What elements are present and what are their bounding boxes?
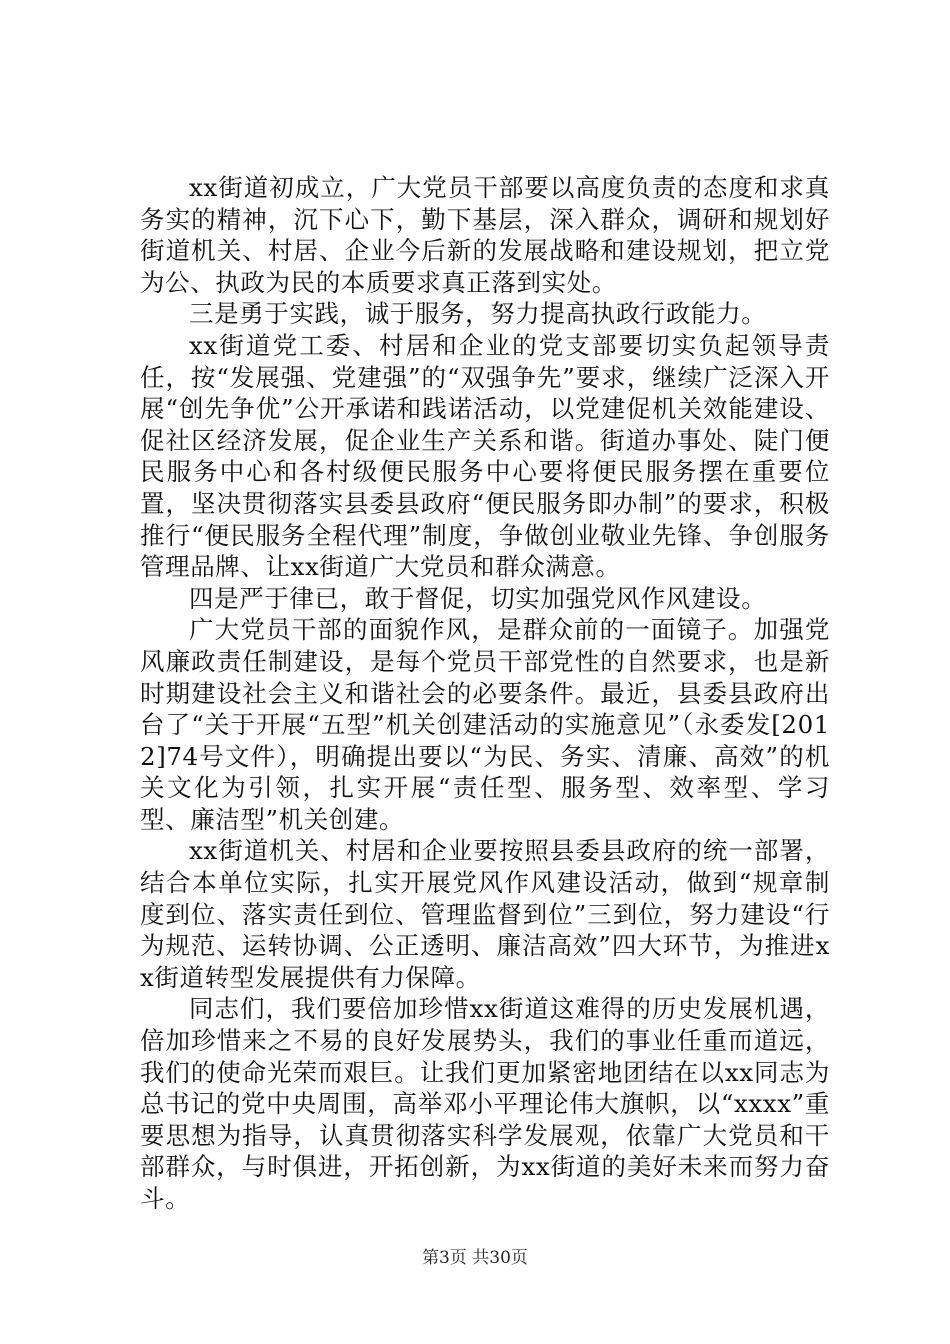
paragraph-7: 同志们，我们要倍加珍惜xx街道这难得的历史发展机遇，倍加珍惜来之不易的良好发展势头，我们的事业任重而道远，我们的使命光荣而艰巨。让我们更加紧密地团结在以xx同志为总书记的党中央周围，高举邓小平理论伟大旗帜，以“xxxx”重要思想为指导，认真贯彻落实科学发展观，依靠广大党员和干部群众，与时俱进，开拓创新，为xx街道的美好未来而努力奋斗。	[140, 994, 830, 1213]
paragraph-4-heading: 四是严于律已，敢于督促，切实加强党风作风建设。	[189, 583, 767, 613]
page-number-footer: 第3页 共30页	[422, 1248, 528, 1268]
paragraph-3: xx街道党工委、村居和企业的党支部要切实负起领导责任，按“发展强、党建强”的“双强争先”要求，继续广泛深入开展“创先争优”公开承诺和践诺活动，以党建促机关效能建设、促社区经济发展，促企业生产关系和谐。街道办事处、陡门便民服务中心和各村级便民服务中心要将便民服务摆在重要位置，坚决贯彻落实县委县政府“便民服务即办制”的要求，积极推行“便民服务全程代理”制度，争做创业敬业先锋、争创服务管理品牌、让xx街道广大党员和群众满意。	[140, 330, 830, 582]
document-body	[140, 172, 830, 1215]
paragraph-6: xx街道机关、村居和企业要按照县委县政府的统一部署，结合本单位实际，扎实开展党风作风建设活动，做到“规章制度到位、落实责任到位、管理监督到位”三到位，努力建设“行为规范、运转协调、公正透明、廉洁高效”四大环节，为推进xx街道转型发展提供有力保障。	[140, 836, 830, 992]
paragraph-1: xx街道初成立，广大党员干部要以高度负责的态度和求真务实的精神，沉下心下，勤下基层，深入群众，调研和规划好街道机关、村居、企业今后新的发展战略和建设规划，把立党为公、执政为民的本质要求真正落到实处。	[140, 173, 830, 297]
paragraph-2-heading: 三是勇于实践，诚于服务，努力提高执政行政能力。	[189, 299, 767, 329]
paragraph-5: 广大党员干部的面貌作风，是群众前的一面镜子。加强党风廉政责任制建设，是每个党员干部党性的自然要求，也是新时期建设社会主义和谐社会的必要条件。最近，县委县政府出台了“关于开展“五型”机关创建活动的实施意见”（永委发[2012]74号文件），明确提出要以“为民、务实、清廉、高效”的机关文化为引领，扎实开展“责任型、服务型、效率型、学习型、廉洁型”机关创建。	[140, 615, 830, 834]
